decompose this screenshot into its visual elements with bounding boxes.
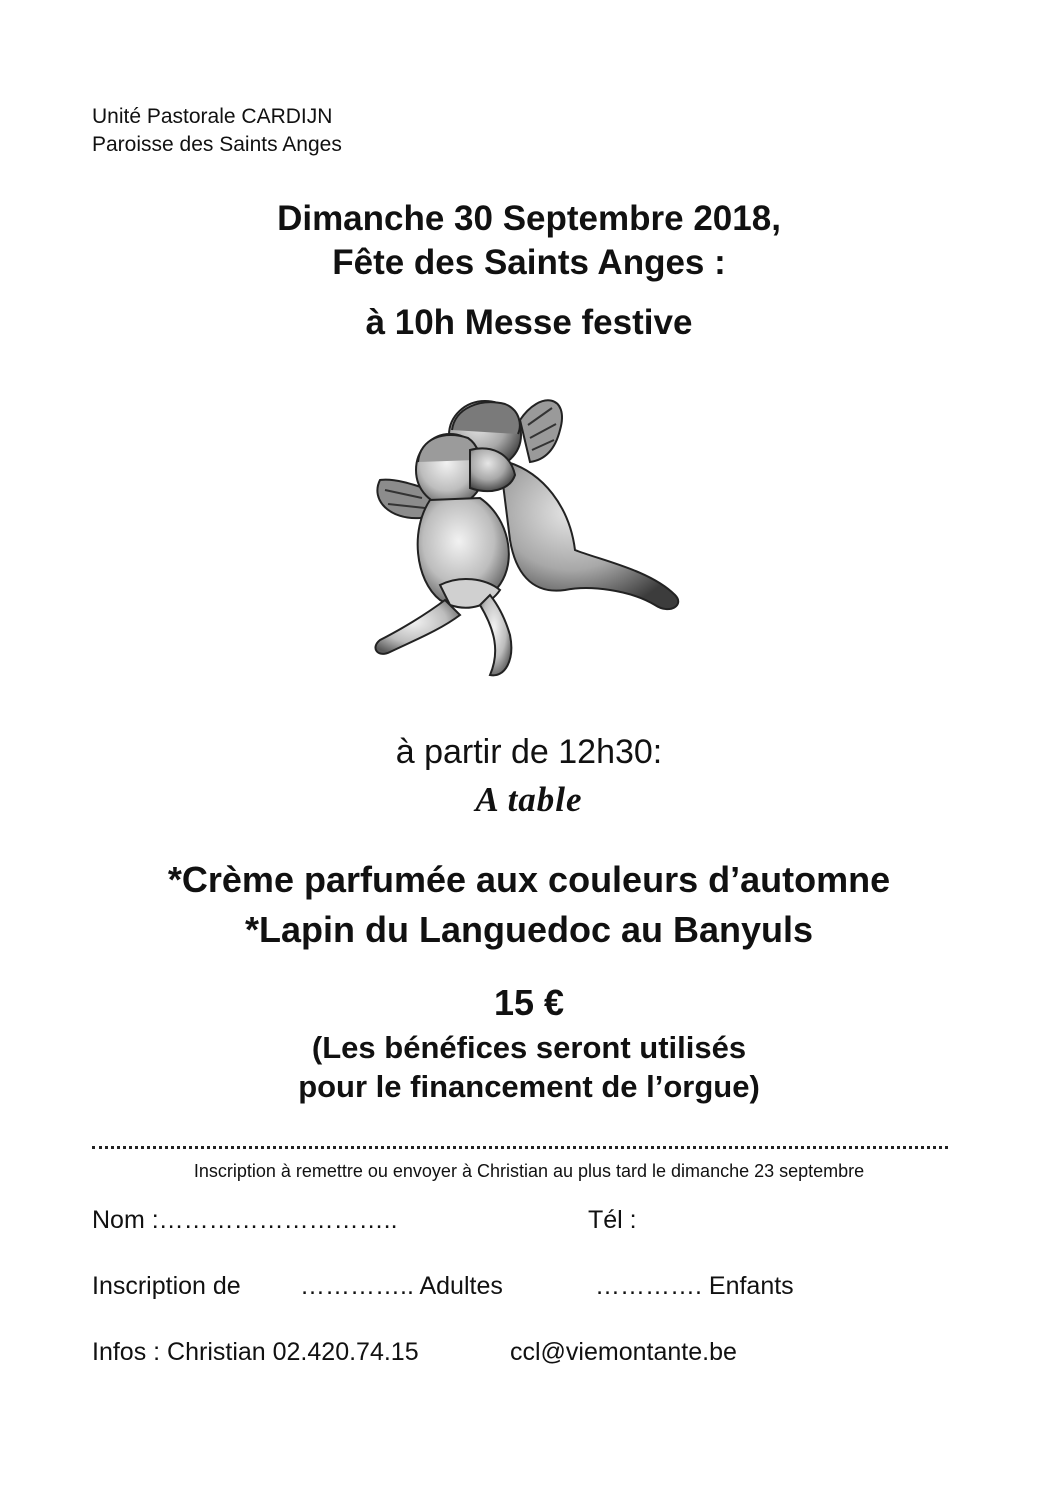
- event-date: Dimanche 30 Septembre 2018,: [277, 199, 781, 238]
- dish-starter: *Crème parfumée aux couleurs d’automne: [167, 859, 891, 900]
- children-field[interactable]: …………. Enfants: [595, 1272, 794, 1300]
- meal-time: à partir de 12h30:: [395, 733, 663, 771]
- phone-field[interactable]: Tél :: [588, 1206, 637, 1234]
- dish-main: *Lapin du Languedoc au Banyuls: [244, 909, 814, 950]
- cut-line-divider: [92, 1136, 948, 1149]
- contact-email[interactable]: ccl@viemontante.be: [510, 1338, 737, 1366]
- parish-name: Paroisse des Saints Anges: [92, 133, 342, 156]
- price: 15 €: [493, 982, 565, 1023]
- cherubs-icon: [370, 390, 690, 680]
- meal-heading: A table: [475, 780, 583, 819]
- registration-label: Inscription de: [92, 1272, 241, 1300]
- event-feast: Fête des Saints Anges :: [332, 243, 726, 282]
- note-line-2: pour le financement de l’orgue): [298, 1069, 760, 1104]
- registration-instruction: Inscription à remettre ou envoyer à Christian au plus tard le dimanche 23 septembre: [193, 1161, 865, 1181]
- name-field[interactable]: Nom :………………………..: [92, 1206, 398, 1234]
- contact-info: Infos : Christian 02.420.74.15: [92, 1338, 419, 1366]
- note-line-1: (Les bénéfices seront utilisés: [311, 1030, 747, 1065]
- adults-field[interactable]: ………….. Adultes: [300, 1272, 503, 1300]
- parish-unit: Unité Pastorale CARDIJN: [92, 105, 333, 128]
- event-mass: à 10h Messe festive: [365, 303, 693, 342]
